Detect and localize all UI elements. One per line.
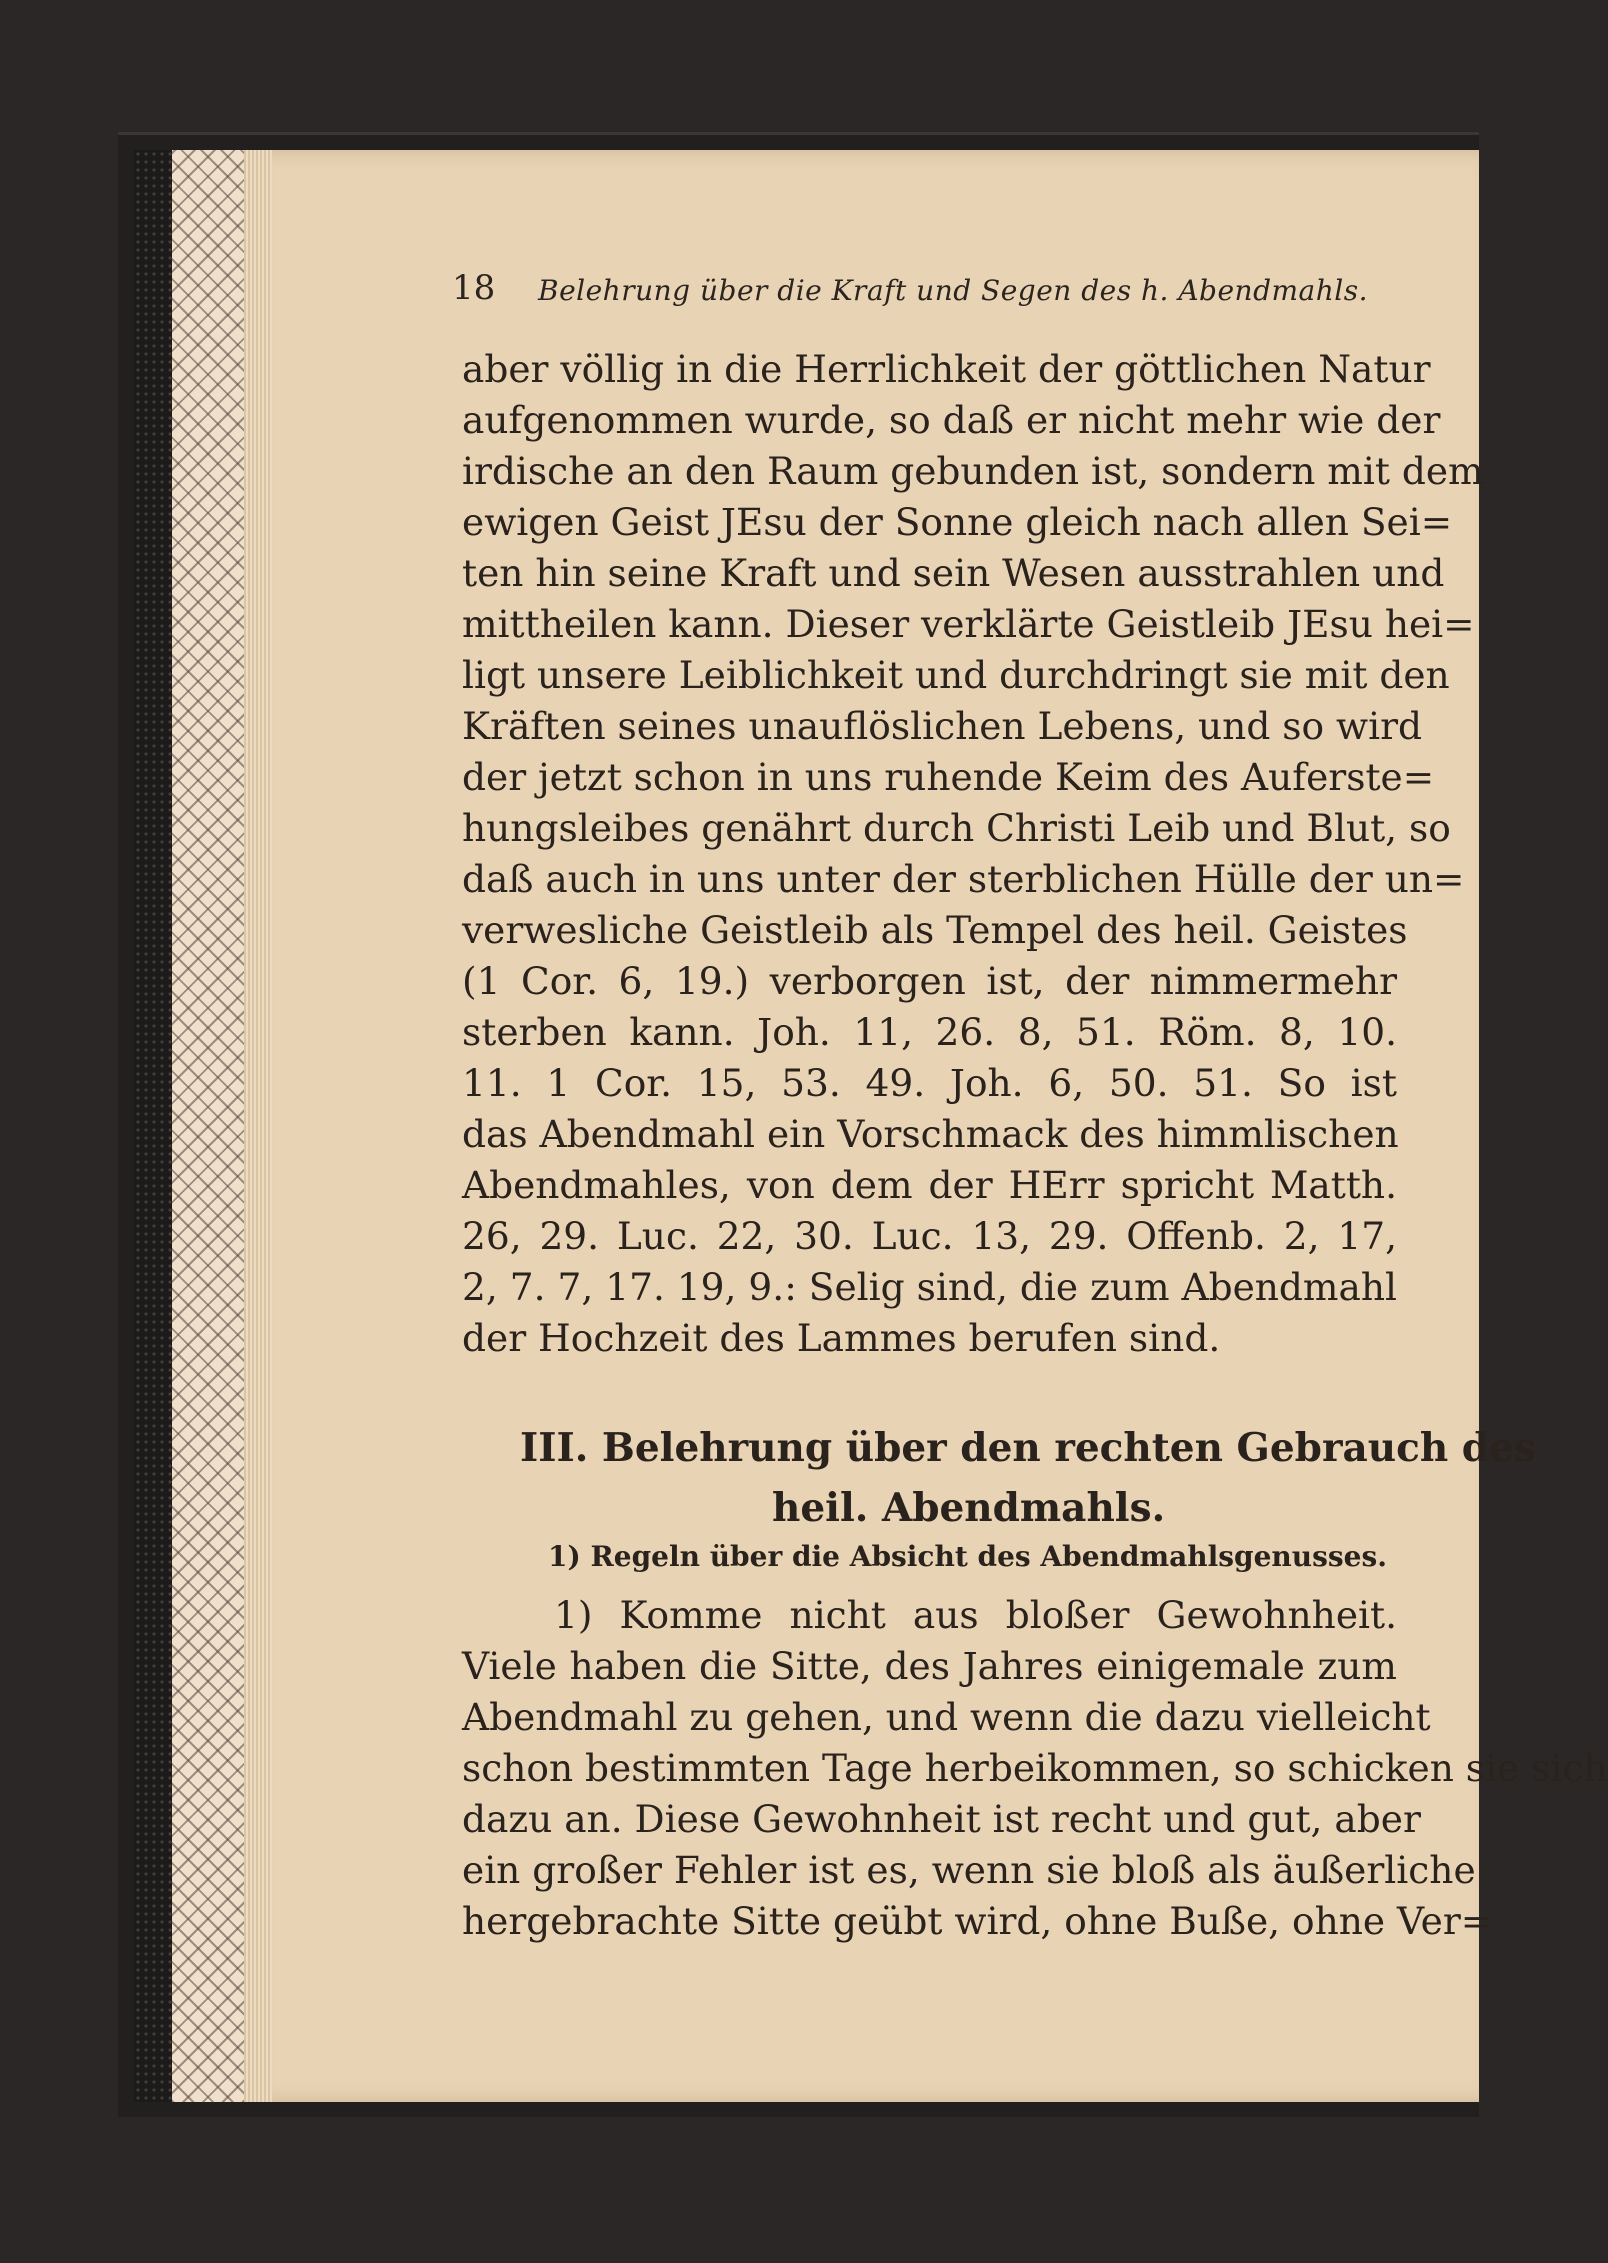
spine-pattern	[134, 150, 172, 2102]
text-line: aber völlig in die Herrlichkeit der göttlichen Natur	[462, 347, 1431, 391]
text-line: ligt unsere Leiblichkeit und durchdringt sie mit den	[462, 653, 1450, 697]
text-line: ewigen Geist JEsu der Sonne gleich nach allen Sei=	[462, 500, 1453, 544]
text-line: der jetzt schon in uns ruhende Keim des Auferste=	[462, 755, 1435, 799]
text-line: 1) Komme nicht aus bloßer Gewohnheit.	[554, 1593, 1397, 1637]
text-line: der Hochzeit des Lammes berufen sind.	[462, 1316, 1221, 1360]
text-line: Kräften seines unauflöslichen Lebens, und so wird	[462, 704, 1423, 748]
page-number: 18	[452, 268, 496, 308]
subheading: 1) Regeln über die Absicht des Abendmahlsgenusses.	[548, 1540, 1387, 1573]
page-header	[452, 268, 1372, 314]
text-line: dazu an. Diese Gewohnheit ist recht und gut, aber	[462, 1797, 1421, 1841]
text-line: daß auch in uns unter der sterblichen Hülle der un=	[462, 857, 1465, 901]
paragraph-1	[462, 344, 1484, 1364]
text-line: aufgenommen wurde, so daß er nicht mehr wie der	[462, 398, 1441, 442]
paragraph-2	[462, 1590, 1608, 1947]
endpaper-pattern	[172, 150, 244, 2102]
text-line: Viele haben die Sitte, des Jahres einigemale zum	[462, 1644, 1397, 1688]
text-line: hungsleibes genährt durch Christi Leib und Blut, so	[462, 806, 1451, 850]
text-line: 2, 7. 7, 17. 19, 9.: Selig sind, die zum Abendmahl	[462, 1265, 1397, 1309]
running-head: Belehrung über die Kraft und Segen des h. Abendmahls.	[538, 274, 1368, 307]
text-line: verwesliche Geistleib als Tempel des heil. Geistes	[462, 908, 1408, 952]
text-line: ein großer Fehler ist es, wenn sie bloß als äußerliche	[462, 1848, 1476, 1892]
text-line: hergebrachte Sitte geübt wird, ohne Buße, ohne Ver=	[462, 1899, 1493, 1943]
text-line: 11. 1 Cor. 15, 53. 49. Joh. 6, 50. 51. So ist	[462, 1061, 1397, 1105]
text-line: irdische an den Raum gebunden ist, sondern mit dem	[462, 449, 1484, 493]
section-heading-line-1: III. Belehrung über den rechten Gebrauch des	[520, 1425, 1536, 1471]
section-heading-line-2: heil. Abendmahls.	[772, 1485, 1166, 1531]
text-line: Abendmahl zu gehen, und wenn die dazu vielleicht	[462, 1695, 1431, 1739]
text-line: 26, 29. Luc. 22, 30. Luc. 13, 29. Offenb. 2, 17,	[462, 1214, 1397, 1258]
page-edges	[244, 150, 272, 2102]
text-line: (1 Cor. 6, 19.) verborgen ist, der nimmermehr	[462, 959, 1397, 1003]
text-line: Abendmahles, von dem der HErr spricht Matth.	[462, 1163, 1397, 1207]
text-line: mittheilen kann. Dieser verklärte Geistleib JEsu hei=	[462, 602, 1475, 646]
text-line: ten hin seine Kraft und sein Wesen ausstrahlen und	[462, 551, 1445, 595]
text-line: sterben kann. Joh. 11, 26. 8, 51. Röm. 8, 10.	[462, 1010, 1397, 1054]
section-heading	[520, 1418, 1536, 1538]
text-line: schon bestimmten Tage herbeikommen, so schicken sie sich	[462, 1746, 1608, 1790]
text-line: das Abendmahl ein Vorschmack des himmlischen	[462, 1112, 1399, 1156]
